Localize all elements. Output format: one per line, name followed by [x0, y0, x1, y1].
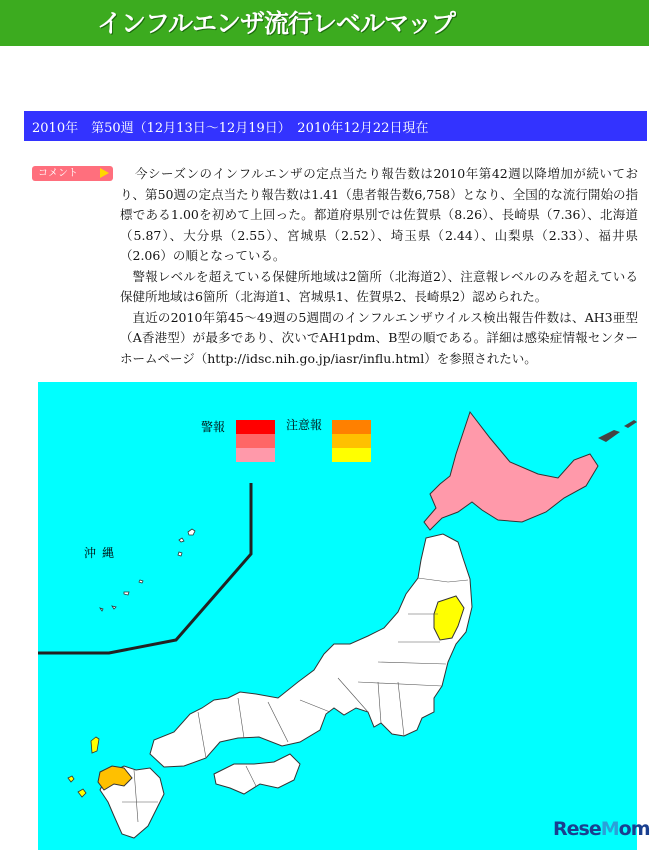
hokkaido-region	[424, 412, 598, 530]
honshu-region	[150, 534, 472, 767]
comment-text	[120, 164, 638, 369]
legend-advisory-swatch-3	[332, 448, 371, 462]
date-bar	[24, 111, 647, 141]
comment-badge	[32, 166, 113, 181]
comment-paragraph: 警報レベルを超えている保健所地域は2箇所（北海道2）、注意報レベルのみを超えている保健所地域は6箇所（北海道1、宮城県1、佐賀県2、長崎県2）認められた。	[120, 268, 638, 304]
legend-advisory-label: 注意報	[286, 418, 323, 432]
resemom-watermark: ReseMom	[553, 818, 650, 840]
legend-warning-label: 警報	[201, 420, 226, 434]
comment-badge-label: コメント	[38, 168, 78, 179]
page-title: インフルエンザ流行レベルマップ	[97, 9, 456, 38]
kuril-islands	[598, 420, 637, 442]
arrow-right-icon	[100, 168, 109, 178]
okinawa-label: 沖縄	[84, 546, 121, 560]
legend-advisory-swatch-1	[332, 420, 371, 434]
legend-warning-swatch-2	[236, 434, 275, 448]
shikoku-region	[214, 754, 300, 794]
okinawa-islands	[100, 529, 195, 611]
comment-paragraph: 直近の2010年第45〜49週の5週間のインフルエンザウイルス検出報告件数は、AH3亜型（A香港型）が最多であり、次いでAH1pdm、B型の順である。詳細は感染症情報センターホームページ（http://idsc.nih.go.jp/iasr/influ.html）を参照されたい。	[120, 309, 638, 366]
date-text: 2010年 第50週（12月13日〜12月19日） 2010年12月22日現在	[32, 121, 429, 136]
comment-paragraph: 今シーズンのインフルエンザの定点当たり報告数は2010年第42週以降増加が続いており、第50週の定点当たり報告数は1.41（患者報告数6,758）となり、全国的な流行開始の指標である1.00を初めて上回った。都道府県別では佐賀県（8.26）、長崎県（7.36）、北海道（5.87）、大分県（2.55）、宮城県（2.52）、埼玉県（2.44）、山梨県（2.33）、福井県（2.06）の順となっている。	[120, 166, 638, 263]
legend-warning-swatch-1	[236, 420, 275, 434]
legend-advisory-swatch-2	[332, 434, 371, 448]
influenza-map	[38, 382, 637, 850]
header-bar	[0, 0, 649, 46]
okinawa-divider-line	[38, 483, 251, 653]
legend-warning-swatch-3	[236, 448, 275, 462]
